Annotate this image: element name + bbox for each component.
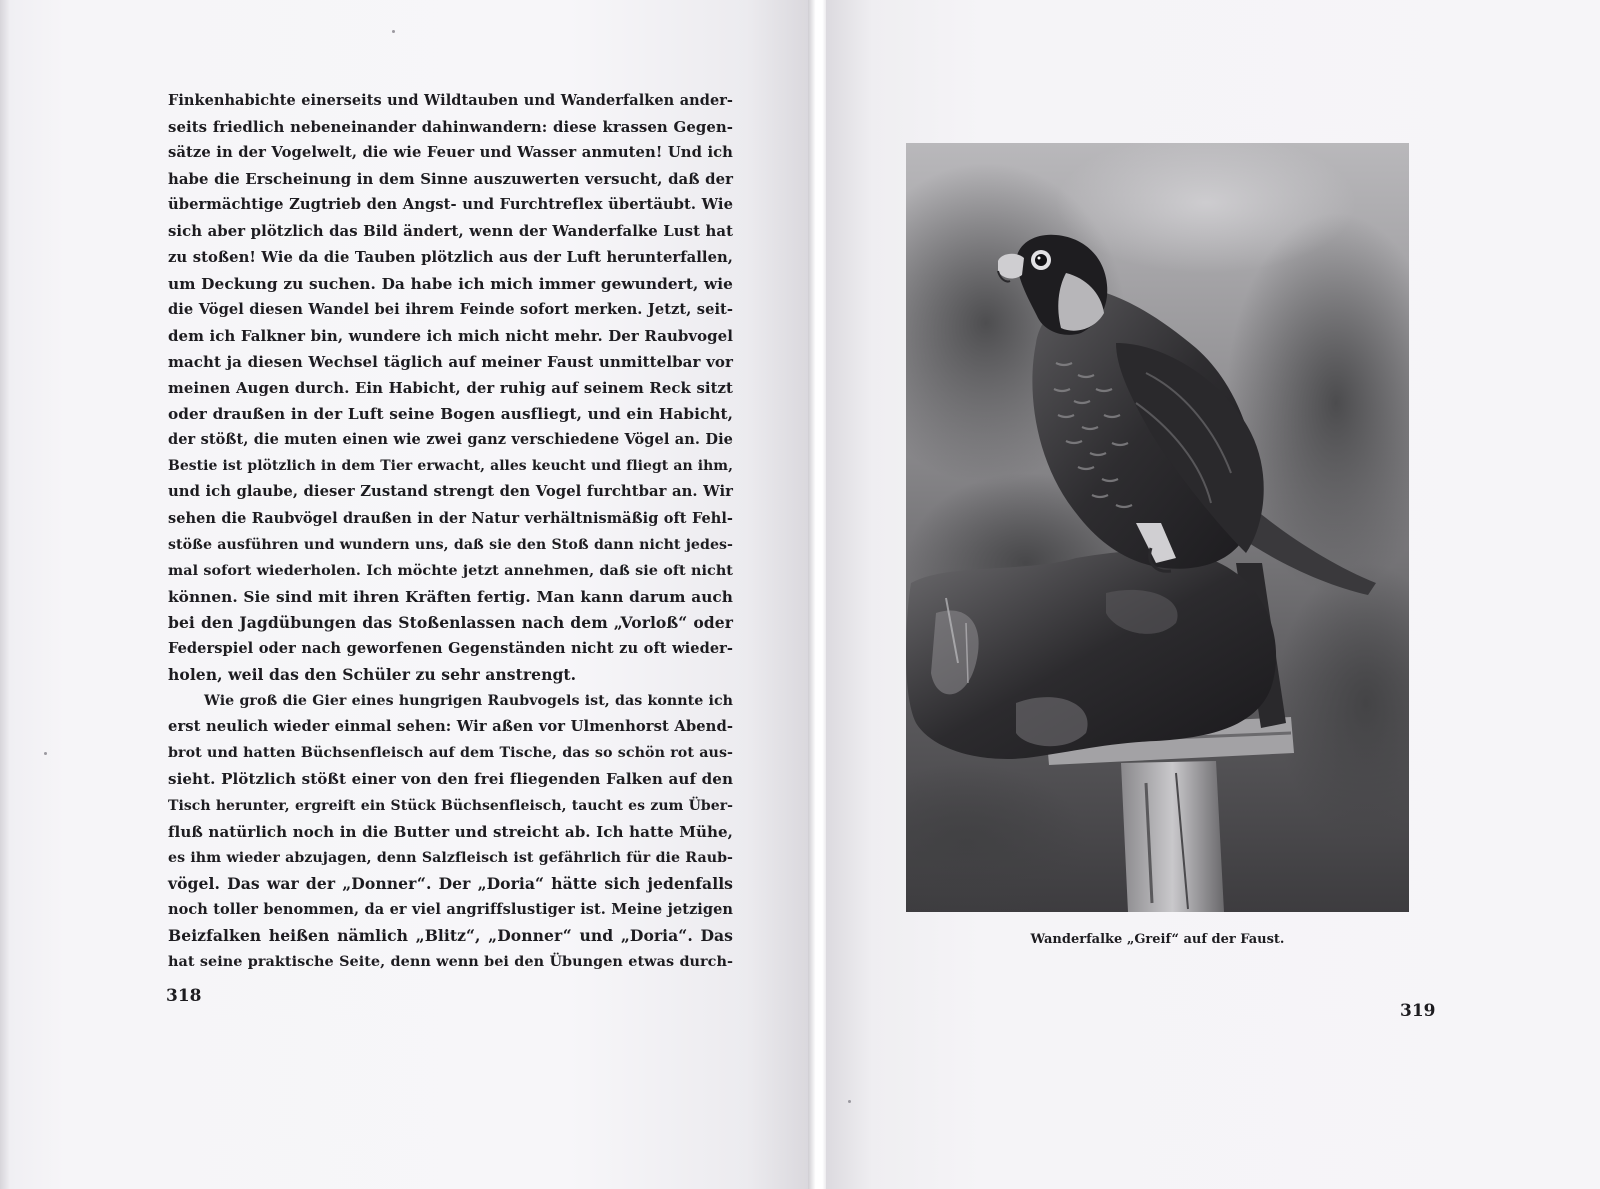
text-line: fluß natürlich noch in die Butter und streicht ab. Ich hatte Mühe, xyxy=(168,822,733,841)
text-line: Tisch herunter, ergreift ein Stück Büchsenfleisch, taucht es zum Über- xyxy=(168,797,733,814)
text-line: erst neulich wieder einmal sehen: Wir aßen vor Ulmenhorst Abend- xyxy=(168,718,733,736)
text-line: meinen Augen durch. Ein Habicht, der ruhig auf seinem Reck sitzt xyxy=(168,379,733,398)
page-number-left: 318 xyxy=(166,986,202,1006)
text-line: dem ich Falkner bin, wundere ich mich nicht mehr. Der Raubvogel xyxy=(168,326,733,345)
page-edge-shadow xyxy=(0,0,10,1189)
text-line: oder draußen in der Luft seine Bogen ausfliegt, und ein Habicht, xyxy=(168,405,733,424)
text-line: und ich glaube, dieser Zustand strengt den Vogel furchtbar an. Wir xyxy=(168,483,733,501)
text-line: holen, weil das den Schüler zu sehr anstrengt. xyxy=(168,665,577,685)
text-line: sätze in der Vogelwelt, die wie Feuer und Wasser anmuten! Und ich xyxy=(168,144,733,162)
text-line: sich aber plötzlich das Bild ändert, wenn der Wanderfalke Lust hat xyxy=(168,222,733,241)
text-line: sieht. Plötzlich stößt einer von den frei fliegenden Falken auf den xyxy=(168,770,733,789)
photo-caption: Wanderfalke „Greif“ auf der Faust. xyxy=(1030,932,1285,947)
text-line: bei den Jagdübungen das Stoßenlassen nach dem „Vorloß“ oder xyxy=(168,612,733,632)
text-line: die Vögel diesen Wandel bei ihrem Feinde sofort merken. Jetzt, seit- xyxy=(168,300,733,318)
text-line: brot und hatten Büchsenfleisch auf dem Tische, das so schön rot aus- xyxy=(168,745,733,762)
body-text xyxy=(168,88,733,975)
text-line: habe die Erscheinung in dem Sinne auszuwerten versucht, daß der xyxy=(168,170,733,189)
text-line: Bestie ist plötzlich in dem Tier erwacht, alles keucht und fliegt an ihm, xyxy=(168,458,733,475)
text-line: hat seine praktische Seite, denn wenn bei den Übungen etwas durch- xyxy=(168,953,733,971)
text-line: macht ja diesen Wechsel täglich auf meiner Faust unmittelbar vor xyxy=(168,352,733,371)
text-line: Beizfalken heißen nämlich „Blitz“, „Donner“ und „Doria“. Das xyxy=(168,926,733,945)
page-number-right: 319 xyxy=(1400,1001,1436,1021)
text-line: Federspiel oder nach geworfenen Gegenständen nicht zu oft wieder- xyxy=(168,639,733,657)
paper-speck xyxy=(44,752,47,755)
paper-speck xyxy=(392,30,395,33)
text-line: mal sofort wiederholen. Ich möchte jetzt annehmen, daß sie oft nicht xyxy=(168,562,733,579)
text-line: zu stoßen! Wie da die Tauben plötzlich aus der Luft herunterfallen, xyxy=(168,248,733,266)
text-line: vögel. Das war der „Donner“. Der „Doria“ hätte sich jedenfalls xyxy=(168,873,733,893)
text-line: stöße ausführen und wundern uns, daß sie den Stoß dann nicht jedes- xyxy=(168,536,733,553)
text-line: der stößt, die muten einen wie zwei ganz verschiedene Vögel an. Die xyxy=(168,431,733,449)
text-line: sehen die Raubvögel draußen in der Natur verhältnismäßig oft Fehl- xyxy=(168,509,733,527)
falcon-on-fist-photo xyxy=(906,143,1409,912)
text-line: es ihm wieder abzujagen, denn Salzfleisch ist gefährlich für die Raub- xyxy=(168,849,733,866)
text-line: Finkenhabichte einerseits und Wildtauben und Wanderfalken ander- xyxy=(168,92,733,109)
text-line: um Deckung zu suchen. Da habe ich mich immer gewundert, wie xyxy=(168,274,733,293)
text-line: noch toller benommen, da er viel angriffslustiger ist. Meine jetzigen xyxy=(168,900,733,918)
text-line: übermächtige Zugtrieb den Angst- und Furchtreflex übertäubt. Wie xyxy=(168,196,733,214)
paper-speck xyxy=(848,1100,851,1103)
text-line: Wie groß die Gier eines hungrigen Raubvogels ist, das konnte ich xyxy=(204,693,733,710)
text-line: können. Sie sind mit ihren Kräften fertig. Man kann darum auch xyxy=(168,587,733,606)
text-line: seits friedlich nebeneinander dahinwandern: diese krassen Gegen- xyxy=(168,118,733,137)
